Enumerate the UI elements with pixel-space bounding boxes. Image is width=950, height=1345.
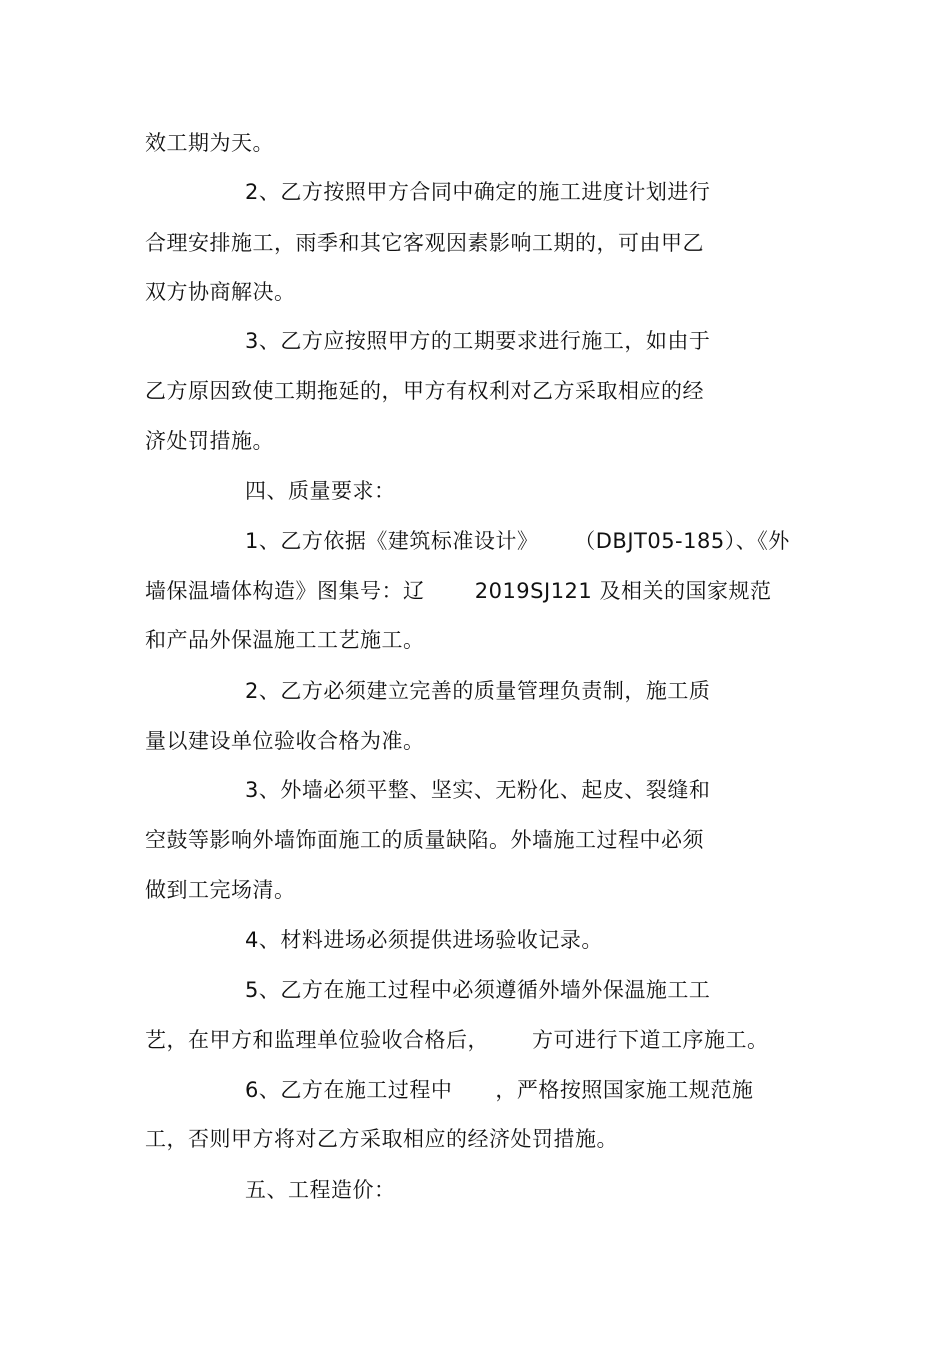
quality-3-line-2: 空鼓等影响外墙饰面施工的质量缺陷。外墙施工过程中必须 (145, 828, 704, 852)
quality-3-line-1: 3、外墙必须平整、坚实、无粉化、起皮、裂缝和 (245, 778, 711, 802)
quality-2-line-1: 2、乙方必须建立完善的质量管理负责制，施工质 (245, 679, 711, 703)
clause-3-line-3: 济处罚措施。 (145, 429, 274, 453)
section-heading-quality: 四、质量要求： (245, 479, 396, 503)
clause-2-line-2: 合理安排施工，雨季和其它客观因素影响工期的，可由甲乙 (145, 231, 704, 255)
text-line-1: 效工期为天。 (145, 131, 274, 155)
quality-4-line-1: 4、材料进场必须提供进场验收记录。 (245, 928, 603, 952)
quality-3-line-3: 做到工完场清。 (145, 878, 296, 902)
quality-6-line-2: 工，否则甲方将对乙方采取相应的经济处罚措施。 (145, 1127, 618, 1151)
quality-5-line-2: 艺，在甲方和监理单位验收合格后， 方可进行下道工序施工。 (145, 1028, 769, 1052)
quality-5-line-1: 5、乙方在施工过程中必须遵循外墙外保温施工工 (245, 978, 711, 1002)
quality-1-line-3: 和产品外保温施工工艺施工。 (145, 628, 425, 652)
clause-2-line-3: 双方协商解决。 (145, 280, 296, 304)
quality-1-line-1: 1、乙方依据《建筑标准设计》 （DBJT05-185）、《外 (245, 529, 790, 553)
quality-1-line-2: 墙保温墙体构造》图集号：辽 2019SJ121 及相关的国家规范 (145, 579, 772, 603)
quality-2-line-2: 量以建设单位验收合格为准。 (145, 729, 425, 753)
quality-6-line-1: 6、乙方在施工过程中 ，严格按照国家施工规范施 (245, 1078, 754, 1102)
clause-2-line-1: 2、乙方按照甲方合同中确定的施工进度计划进行 (245, 180, 711, 204)
section-heading-cost: 五、工程造价： (245, 1178, 396, 1202)
clause-3-line-1: 3、乙方应按照甲方的工期要求进行施工，如由于 (245, 329, 711, 353)
clause-3-line-2: 乙方原因致使工期拖延的，甲方有权利对乙方采取相应的经 (145, 379, 704, 403)
